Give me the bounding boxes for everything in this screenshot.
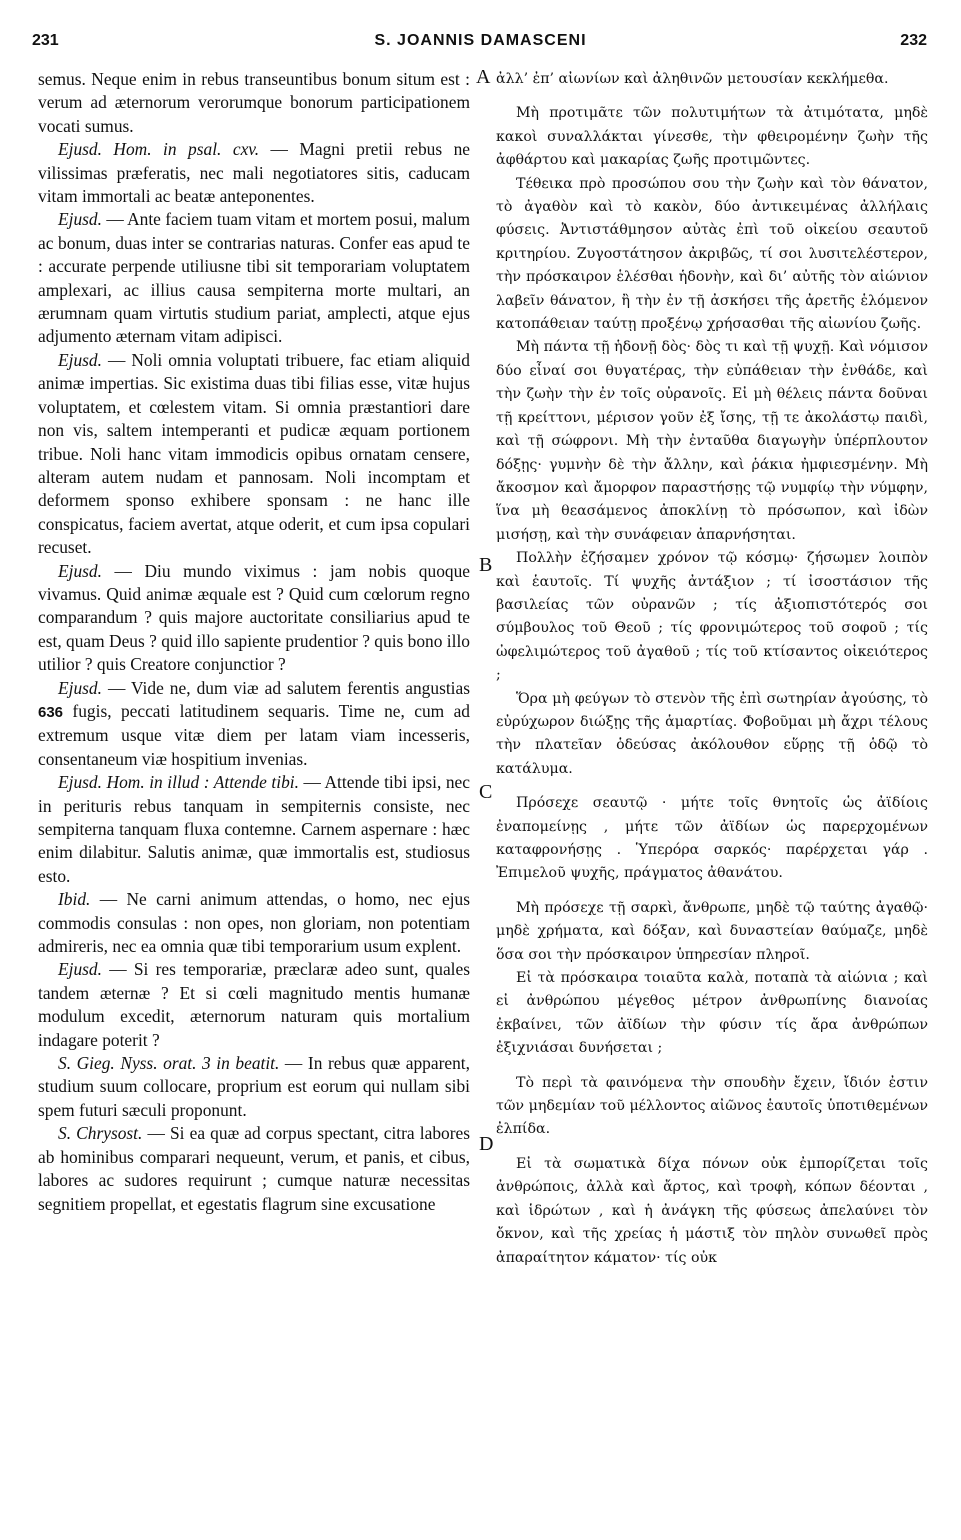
source-citation: Ejusd. Hom. in illud : Attende tibi. bbox=[58, 772, 299, 793]
page-number-left: 231 bbox=[32, 32, 59, 49]
greek-paragraph: Πολλὴν ἐζήσαμεν χρόνον τῷ κόσμῳ· ζήσωμεν λοιπὸν καὶ ἑαυτοῖς. Τί ψυχῆς ἀντάξιον ; τί ἰσοστάσιον τῆς βασιλείας τῶν οὐρανῶν ; τίς ἀξιοπιστότερός σοι σύμβουλος τοῦ Θεοῦ ; τίς φρονιμώτερος τοῦ σοφοῦ ; τίς ὠφελιμώτερος τοῦ ἀγαθοῦ ; τίς τοῦ κτίσαντος οἰκειότερος ; bbox=[496, 550, 928, 684]
greek-paragraph: Μὴ προτιμᾶτε τῶν πολυτιμήτων τὰ ἀτιμότατα, μηδὲ κακοὶ συναλλάκται γίνεσθε, τὴν φθειρομένην ζωὴν τῆς ἀφθάρτου καὶ μακαρίας ζωῆς προτιμῶντες. bbox=[496, 105, 928, 169]
latin-paragraph: Ejusd. — Noli omnia voluptati tribuere, fac etiam aliquid animæ impertias. Sic existima duas tibi filias esse, vitæ hujus voluptatem, et cœlestem vitam. Si omnia præstantiori dare non vis, saltem intemperanti et pudicæ æquam portionem tribue. Noli hanc vitam immodicis opibus ornatam censere, alteram autem nudam et pannosam. Noli incomptam et deformem sponso exhibere sponsam : ne hanc ille conspicatus, faciem avertat, atque oderit, et cum ipsa copulari recuset. bbox=[38, 349, 470, 558]
source-citation: Ejusd. bbox=[58, 959, 102, 980]
greek-paragraph: ἀλλ’ ἐπ’ αἰωνίων καὶ ἀληθινῶν μετουσίαν κεκλήμεθα. bbox=[496, 71, 889, 87]
greek-paragraph: Εἰ τὰ σωματικὰ δίχα πόνων οὐκ ἐμπορίζεται τοῖς ἀνθρώποις, ἀλλὰ καὶ ἄρτος, καὶ τροφὴ, κόπων δέονται , καὶ ἱδρώτων , καὶ ἡ ἀνάγκη τῆς φύσεως ἀπελαύνει τὸν ὄκνον, καὶ τῆς χρείας ἡ μάστιξ τὸν πηλὸν συνωθεῖ πρὸς ἀπαραίτητον κάματον· τίς οὐκ bbox=[496, 1155, 928, 1266]
latin-paragraph: Ibid. — Ne carni animum attendas, o homo, nec ejus commodis consulas : non opes, non gloriam, non potentiam admireris, nec ea omnia quæ tibi temporarium usum explent. bbox=[38, 889, 470, 957]
margin-letter-d: D bbox=[479, 1133, 494, 1155]
greek-paragraph: Τέθεικα πρὸ προσώπου σου τὴν ζωὴν καὶ τὸν θάνατον, τὸ ἀγαθὸν καὶ τὸ κακὸν, δύο ἀντικειμένας ἀλλήλαις φύσεις. Ἀντιστάθμησον αὐτὰς ἐπὶ τοῦ οἰκείου σεαυτοῦ κριτηρίου. Ζυγοστάτησον ἀκριβῶς, τί σοι λυσιτελέστερον, τὴν πρόσκαιρον ἑλέσθαι ἡδονὴν, καὶ δι’ αὐτῆς τὸν αἰώνιον λαβεῖν θάνατον, ἢ τὴν ἐν τῇ ἀσκήσει τῆς ἀρετῆς ἑλόμενον κατοπάθειαν ταύτῃ προξένῳ χρήσασθαι τῆς αἰωνίου ζωῆς. bbox=[496, 175, 928, 333]
source-citation: Ejusd. bbox=[58, 349, 102, 370]
margin-letter-a: A bbox=[476, 66, 491, 88]
source-citation: Ejusd. bbox=[58, 209, 102, 230]
greek-column bbox=[496, 68, 928, 1270]
latin-paragraph: Ejusd. Hom. in psal. cxv. — Magni pretii rebus ne vilissimas præferatis, nec mali negotiatores sitis, caducam vitam immortali ac beatæ anteponentes. bbox=[38, 139, 470, 207]
source-citation: S. Gieg. Nyss. orat. 3 in beatit. bbox=[58, 1053, 280, 1074]
source-citation: Ejusd. bbox=[58, 560, 102, 581]
page-header bbox=[0, 32, 961, 56]
source-citation: Ibid. bbox=[58, 889, 91, 910]
latin-paragraph: Ejusd. — Ante faciem tuam vitam et mortem posui, malum ac bonum, duas inter se contrarias naturas. Confer eas apud te : accurate perpende utiliusne tibi sit temporariam voluptatem amplexari, ac illius causa sempiterna morte multari, an ærumnam quam virtutis studium pariat, amplecti, atque ejus adjumento æternam vitam adipisci. bbox=[38, 209, 470, 347]
source-citation: Ejusd. Hom. in psal. cxv. bbox=[58, 139, 260, 160]
latin-paragraph: S. Gieg. Nyss. orat. 3 in beatit. — In rebus quæ apparent, studium suum collocare, proprium est eorum qui nullam sibi spem futuri sæculi proponunt. bbox=[38, 1053, 470, 1120]
greek-paragraph: Μὴ πρόσεχε τῇ σαρκὶ, ἄνθρωπε, μηδὲ τῷ ταύτης ἀγαθῷ· μηδὲ χρήματα, καὶ δόξαν, καὶ δυναστείαν θαύμαζε, μηδὲ ὅσα σοι τὴν πρόσκαιρον ὑπηρεσίαν πληροῖ. bbox=[496, 899, 928, 963]
greek-paragraph: Ὅρα μὴ φεύγων τὸ στενὸν τῆς ἐπὶ σωτηρίαν ἀγούσης, τὸ εὐρύχωρον διώξῃς τῆς ἁμαρτίας. Φοβοῦμαι μὴ ἄχρι τέλους τὴν πλατεῖαν ὁδεύσας ἀκόλουθον εὕρῃς τῇ ὁδῷ τὸ κατάλυμα. bbox=[496, 690, 928, 777]
page-number-right: 232 bbox=[900, 32, 927, 49]
running-title: S. JOANNIS DAMASCENI bbox=[374, 32, 587, 49]
latin-paragraph: Ejusd. — Si res temporariæ, præclaræ adeo sunt, quales tandem æternæ ? Et si cœli magnitudo mentis humanæ modulum excedit, æternorum naturam quis mortalium indagare poterit ? bbox=[38, 959, 470, 1050]
greek-paragraph: Τὸ περὶ τὰ φαινόμενα τὴν σπουδὴν ἔχειν, ἴδιόν ἐστιν τῶν μηδεμίαν τοῦ μέλλοντος αἰῶνος ἑαυτοῖς ὑποτιθεμένων ἐλπίδα. bbox=[496, 1074, 928, 1138]
source-citation: Ejusd. bbox=[58, 677, 102, 698]
latin-column bbox=[38, 68, 470, 1216]
latin-paragraph: Ejusd. — Diu mundo viximus : jam nobis quoque vivamus. Quid animæ æquale est ? Quid cum cœlorum regno comparandum ? quis majore auctoritate consiliarius apud te est, quam Deus ? quid illo sapiente prudentior ? quis bono illo utilior ? quis Creatore conjunctior ? bbox=[38, 560, 470, 675]
latin-paragraph: Ejusd. — Vide ne, dum viæ ad salutem ferentis angustias 636 fugis, peccati latitudinem sequaris. Time ne, cum ad extremum usque vitæ diem per latam viam incesseris, consentaneum viæ hospitium invenias. bbox=[38, 677, 470, 769]
greek-paragraph: Μὴ πάντα τῇ ἡδονῇ δὸς· δὸς τι καὶ τῇ ψυχῇ. Καὶ νόμισον δύο εἶναί σοι θυγατέρας, τὴν εὐπάθειαν τὴν ἐνθάδε, καὶ τὴν ζωὴν τὴν ἐν τοῖς οὐρανοῖς. Εἰ μὴ θέλεις πάντα δοῦναι τῇ κρείττονι, μέρισον γοῦν ἐξ ἴσης, τῇ τε ἀκολάστῳ παιδὶ, καὶ τῇ σώφρονι. Μὴ τὴν ἐνταῦθα διαγωγὴν ὑπέρπλουτον δόξῃς· γυμνὴν δὲ τὴν ἄλλην, καὶ ῥάκια ἠμφιεσμένην. Μὴ ἄκοσμον καὶ ἄμορφον παραστήσῃς τῷ νυμφίῳ τὴν νύμφην, ἵνα μὴ θεασάμενος ἀποκλίνῃ τὸ πρόσωπον, καὶ ἰδὼν μισήσῃ, καὶ τὴν συνάφειαν ἀπαρνήσηται. bbox=[496, 339, 928, 543]
latin-paragraph: Ejusd. Hom. in illud : Attende tibi. — Attende tibi ipsi, nec in perituris rebus tanquam in sempiternis consiste, nec sempiterna tanquam fluxa contemne. Carnem aspernare : hæc enim dilabitur. Salutis animæ, quæ immortalis est, studiosus esto. bbox=[38, 772, 470, 886]
margin-letter-c: C bbox=[479, 781, 493, 803]
source-citation: S. Chrysost. bbox=[58, 1123, 143, 1144]
latin-paragraph: semus. Neque enim in rebus transeuntibus bonum situm est : verum ad æternorum verorumque bonorum participationem vocati sumus. bbox=[38, 69, 470, 136]
greek-paragraph: Πρόσεχε σεαυτῷ · μήτε τοῖς θνητοῖς ὡς ἀϊδίοις ἐναπομείνῃς , μήτε τῶν ἀϊδίων ὡς παρερχομένων καταφρονήσῃς . Ὑπερόρα σαρκός· παρέρχεται γάρ . Ἐπιμελοῦ ψυχῆς, πράγματος ἀθανάτου. bbox=[496, 795, 928, 882]
margin-letter-b: B bbox=[479, 554, 493, 576]
latin-paragraph: S. Chrysost. — Si ea quæ ad corpus spectant, citra labores ab hominibus comparari nequeunt, verum, et panis, et cibus, labores ac sudores requirunt ; cumque naturæ necessitas segnitiem propellat, et egestatis flagrum sine excusatione bbox=[38, 1123, 470, 1214]
original-page-reference: 636 bbox=[38, 703, 64, 721]
greek-paragraph: Εἰ τὰ πρόσκαιρα τοιαῦτα καλὰ, ποταπὰ τὰ αἰώνια ; καὶ εἰ ἀνθρώπου μέγεθος μέτρον ἀνθρωπίνης διανοίας ἐκβαίνει, τῶν ἀϊδίων τὴν φύσιν τίς ἄρα ἀνθρώπων ἐξιχνιάσαι δυνήσεται ; bbox=[496, 970, 928, 1057]
